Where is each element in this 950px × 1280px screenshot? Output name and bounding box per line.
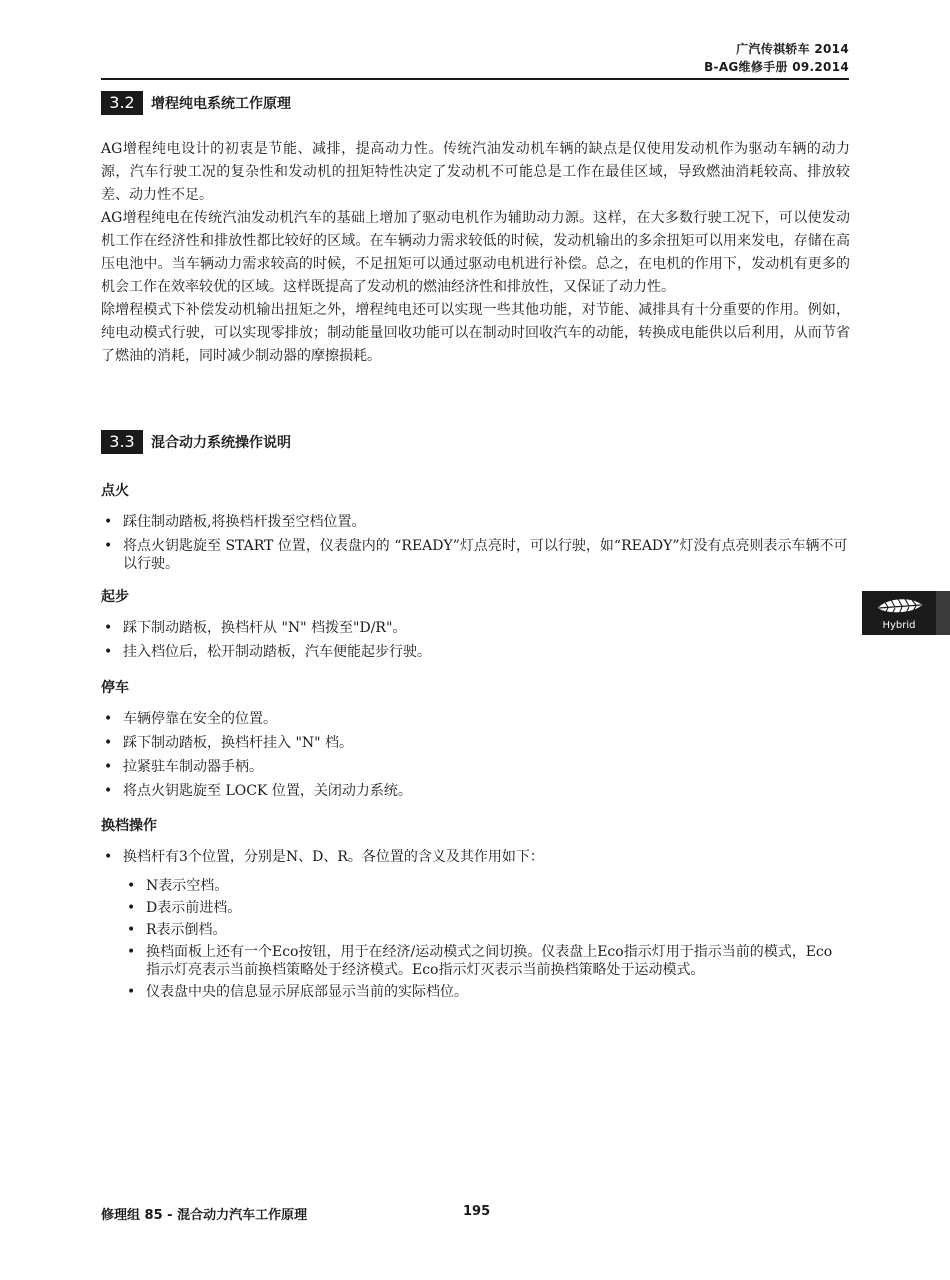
bullet-icon: •: [104, 514, 113, 530]
shifting-sublist: [124, 877, 840, 1005]
list-item: • R表示倒档。: [127, 922, 227, 938]
page-header: [101, 38, 849, 80]
hybrid-label: Hybrid: [882, 620, 916, 631]
list-item: • 拉紧驻车制动器手柄。: [104, 759, 263, 775]
bullet-icon: •: [104, 538, 113, 554]
list-item: • 将点火钥匙旋至 LOCK 位置，关闭动力系统。: [104, 783, 412, 799]
bullet-icon: •: [127, 922, 136, 938]
parking-list: [101, 710, 850, 806]
bullet-icon: •: [104, 620, 113, 636]
list-item: • 换档杆有3个位置，分别是N、D、R。各位置的含义及其作用如下：: [104, 849, 544, 865]
list-item: • 将点火钥匙旋至 START 位置，仪表盘内的 “READY”灯点亮时，可以行驶，如“READY”灯没有点亮则表示车辆不可以行驶。: [104, 538, 848, 572]
start-list: [101, 619, 850, 667]
list-item: • 车辆停靠在安全的位置。: [104, 711, 277, 727]
bullet-icon: •: [104, 759, 113, 775]
bullet-icon: •: [127, 944, 136, 960]
section-heading-3-2: [101, 91, 291, 115]
subheading-ignition: 点火: [101, 483, 129, 499]
subheading-parking: 停车: [101, 680, 129, 696]
bullet-icon: •: [104, 644, 113, 660]
footer-chapter: 修理组 85 - 混合动力汽车工作原理: [101, 1208, 308, 1223]
ignition-list: [101, 513, 850, 579]
list-item: • 踩住制动踏板,将换档杆拨至空档位置。: [104, 514, 366, 530]
bullet-icon: •: [104, 849, 113, 865]
bullet-icon: •: [104, 735, 113, 751]
bullet-icon: •: [127, 878, 136, 894]
bullet-icon: •: [127, 900, 136, 916]
header-manual-info: B-AG维修手册 09.2014: [704, 60, 849, 74]
list-item: • 踩下制动踏板，换档杆挂入 "N" 档。: [104, 735, 354, 751]
list-item: • D表示前进档。: [127, 900, 242, 916]
list-item: • 仪表盘中央的信息显示屏底部显示当前的实际档位。: [127, 984, 468, 1000]
page-number: 195: [463, 1204, 491, 1219]
bullet-icon: •: [104, 783, 113, 799]
tab-edge: [936, 591, 950, 635]
header-title: 广汽传祺轿车 2014: [736, 42, 849, 56]
paragraph: 除增程模式下补偿发动机输出扭矩之外，增程纯电还可以实现一些其他功能，对节能、减排具有十分重要的作用。例如，纯电动模式行驶，可以实现零排放；制动能量回收功能可以在制动时回收汽车的动能，转换成电能供以后利用，从而节省了燃油的消耗，同时减少制动器的摩擦损耗。: [101, 302, 850, 364]
section-title: 增程纯电系统工作原理: [151, 96, 291, 112]
section-body: [101, 138, 850, 368]
bullet-icon: •: [104, 711, 113, 727]
hybrid-side-tab: [862, 591, 950, 635]
section-number: 3.2: [101, 91, 143, 115]
shifting-list: [101, 848, 850, 872]
subheading-shifting: 换档操作: [101, 818, 157, 834]
list-item: • 换档面板上还有一个Eco按钮，用于在经济/运动模式之间切换。仪表盘上Eco指示灯用于指示当前的模式，Eco指示灯亮表示当前换档策略处于经济模式。Eco指示灯灭表示当前换档策略处于运动模式。: [127, 944, 833, 978]
list-item: • 挂入档位后，松开制动踏板，汽车便能起步行驶。: [104, 644, 431, 660]
list-item: • 踩下制动踏板，换档杆从 "N" 档拨至"D/R"。: [104, 620, 407, 636]
paragraph: AG增程纯电设计的初衷是节能、减排，提高动力性。传统汽油发动机车辆的缺点是仅使用发动机作为驱动车辆的动力源，汽车行驶工况的复杂性和发动机的扭矩特性决定了发动机不可能总是工作在最佳区域，导致燃油消耗较高、排放较差、动力性不足。: [101, 141, 850, 203]
section-heading-3-3: [101, 430, 291, 454]
section-number: 3.3: [101, 430, 143, 454]
section-title: 混合动力系统操作说明: [151, 435, 291, 451]
list-item: • N表示空档。: [127, 878, 229, 894]
leaf-icon: [876, 595, 924, 619]
bullet-icon: •: [127, 984, 136, 1000]
paragraph: AG增程纯电在传统汽油发动机汽车的基础上增加了驱动电机作为辅助动力源。这样，在大多数行驶工况下，可以使发动机工作在经济性和排放性都比较好的区域。在车辆动力需求较低的时候，发动机输出的多余扭矩可以用来发电，存储在高压电池中。当车辆动力需求较高的时候，不足扭矩可以通过驱动电机进行补偿。总之，在电机的作用下，发动机有更多的机会工作在效率较优的区域。这样既提高了发动机的燃油经济性和排放性，又保证了动力性。: [101, 210, 850, 295]
subheading-start: 起步: [101, 589, 129, 605]
